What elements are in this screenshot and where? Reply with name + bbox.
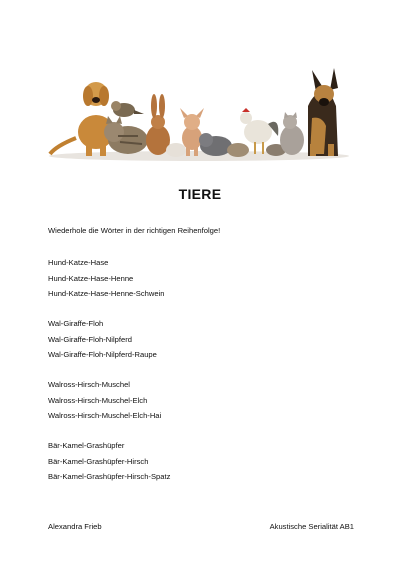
- guinea-pig-icon: [166, 143, 186, 157]
- cat-icon: [104, 116, 148, 154]
- word-sequence: Wal-Giraffe-Floh: [48, 319, 104, 328]
- footer-sheet-label: Akustische Serialität AB1: [269, 522, 354, 531]
- hamster-icon: [227, 143, 249, 157]
- word-group-2: [48, 316, 157, 363]
- footer-author: Alexandra Frieb: [48, 522, 102, 531]
- word-sequence: Wal-Giraffe-Floh-Nilpferd-Raupe: [48, 350, 157, 359]
- word-sequence: Hund-Katze-Hase-Henne-Schwein: [48, 289, 165, 298]
- word-sequence: Walross-Hirsch-Muschel: [48, 380, 130, 389]
- word-sequence: Walross-Hirsch-Muschel-Elch-Hai: [48, 411, 162, 420]
- word-sequence: Bär-Kamel-Grashüpfer: [48, 441, 125, 450]
- word-sequence: Wal-Giraffe-Floh-Nilpferd: [48, 334, 132, 344]
- page-title: TIERE: [178, 186, 222, 202]
- word-sequence: Bär-Kamel-Grashüpfer-Hirsch: [48, 456, 149, 466]
- dog-retriever-icon: [50, 82, 114, 156]
- word-sequence: Hund-Katze-Hase-Henne: [48, 273, 134, 283]
- animals-banner-image: [46, 66, 352, 162]
- word-group-4: [48, 438, 170, 485]
- cat-sitting-icon: [280, 112, 304, 155]
- word-sequence: Hund-Katze-Hase: [48, 258, 109, 267]
- instruction-text: Wiederhole die Wörter in der richtigen Reihenfolge!: [48, 226, 221, 235]
- word-sequence: Bär-Kamel-Grashüpfer-Hirsch-Spatz: [48, 472, 171, 481]
- grey-cat-icon: [199, 133, 232, 156]
- german-shepherd-icon: [308, 68, 338, 156]
- word-group-3: [48, 377, 161, 424]
- word-sequence: Walross-Hirsch-Muschel-Elch: [48, 395, 148, 405]
- word-group-1: [48, 255, 165, 302]
- rabbit-icon: [146, 94, 170, 155]
- bird-icon: [111, 101, 144, 117]
